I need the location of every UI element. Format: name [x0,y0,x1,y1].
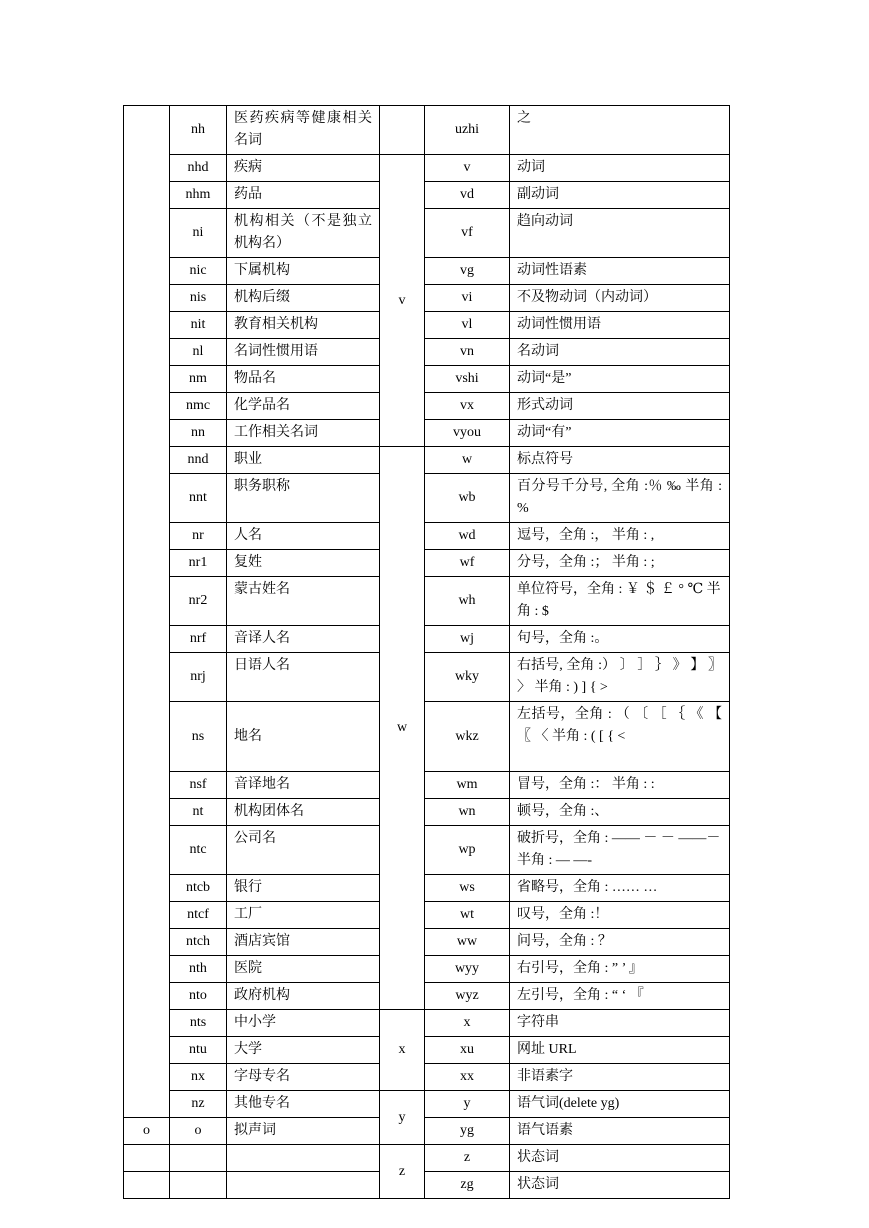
table-row [124,653,730,702]
tag-cell: wf [425,550,510,577]
tag-cell: nt [170,799,227,826]
tag-cell: vg [425,258,510,285]
tag-cell: nr2 [170,577,227,626]
description-cell: 日语人名 [227,653,380,702]
description-cell: 语气语素 [510,1118,730,1145]
tag-cell: ntcb [170,875,227,902]
table-row [124,1064,730,1091]
description-cell: 公司名 [227,826,380,875]
tag-cell: ws [425,875,510,902]
description-cell: 冒号，全角 :： 半角 : : [510,772,730,799]
tag-cell: nz [170,1091,227,1118]
table-row [124,550,730,577]
category-cell [124,1172,170,1199]
description-cell: 物品名 [227,366,380,393]
description-cell: 趋向动词 [510,209,730,258]
description-cell: 动词 [510,155,730,182]
description-cell: 名词性惯用语 [227,339,380,366]
table-row [124,258,730,285]
description-cell: 蒙古姓名 [227,577,380,626]
tag-cell: vshi [425,366,510,393]
table-row [124,523,730,550]
table-row [124,1172,730,1199]
tag-cell: nl [170,339,227,366]
group-cell: w [380,447,425,1010]
tag-cell: nx [170,1064,227,1091]
tag-cell: wkz [425,702,510,772]
tag-cell: nit [170,312,227,339]
tag-cell: nts [170,1010,227,1037]
description-cell: 拟声词 [227,1118,380,1145]
description-cell: 大学 [227,1037,380,1064]
description-cell: 机构团体名 [227,799,380,826]
tag-cell: nto [170,983,227,1010]
description-cell: 机构相关（不是独立机构名） [227,209,380,258]
tag-cell: yg [425,1118,510,1145]
table-row [124,956,730,983]
tag-cell: nh [170,106,227,155]
tag-cell: wj [425,626,510,653]
description-cell: 句号，全角 :。 [510,626,730,653]
table-row [124,393,730,420]
tag-cell: ntc [170,826,227,875]
tag-cell [170,1172,227,1199]
tag-cell: nnd [170,447,227,474]
table-row [124,1091,730,1118]
table-row [124,285,730,312]
description-cell: 单位符号，全角 : ￥ ＄ ￡ ° ℃ 半角 : $ [510,577,730,626]
description-cell: 形式动词 [510,393,730,420]
pos-tag-table [123,105,730,1199]
tag-cell: ntch [170,929,227,956]
tag-cell: wky [425,653,510,702]
description-cell: 地名 [227,702,380,772]
description-cell: 网址 URL [510,1037,730,1064]
tag-cell: nrf [170,626,227,653]
tag-cell: wt [425,902,510,929]
table-row [124,474,730,523]
group-cell: y [380,1091,425,1145]
description-cell: 酒店宾馆 [227,929,380,956]
tag-cell: nhm [170,182,227,209]
description-cell: 顿号，全角 :、 [510,799,730,826]
description-cell: 语气词(delete yg) [510,1091,730,1118]
tag-cell: nic [170,258,227,285]
description-cell: 工厂 [227,902,380,929]
description-cell: 其他专名 [227,1091,380,1118]
description-cell: 状态词 [510,1172,730,1199]
tag-cell: vn [425,339,510,366]
tag-cell: nth [170,956,227,983]
tag-cell: nr1 [170,550,227,577]
tag-cell: nr [170,523,227,550]
category-cell [124,106,170,1118]
tag-cell: vl [425,312,510,339]
tag-cell: wb [425,474,510,523]
description-cell: 动词性语素 [510,258,730,285]
description-cell: 省略号，全角 : …… … [510,875,730,902]
category-cell [124,1145,170,1172]
tag-cell: vyou [425,420,510,447]
table-row [124,902,730,929]
description-cell: 分号，全角 :； 半角 : ; [510,550,730,577]
tag-cell: zg [425,1172,510,1199]
tag-cell: wp [425,826,510,875]
table-row [124,626,730,653]
description-cell: 之 [510,106,730,155]
description-cell [227,1172,380,1199]
description-cell: 职业 [227,447,380,474]
tag-cell: ww [425,929,510,956]
tag-cell: nn [170,420,227,447]
description-cell: 音译人名 [227,626,380,653]
tag-cell: o [170,1118,227,1145]
description-cell: 名动词 [510,339,730,366]
table-row [124,182,730,209]
table-row [124,312,730,339]
tag-cell: nis [170,285,227,312]
description-cell: 叹号，全角 :！ [510,902,730,929]
table-row [124,702,730,772]
description-cell: 破折号，全角 : —— － － ——－ 半角 : — —- [510,826,730,875]
description-cell: 动词“有” [510,420,730,447]
table-row [124,799,730,826]
tag-cell: nnt [170,474,227,523]
description-cell: 医药疾病等健康相关名词 [227,106,380,155]
description-cell: 机构后缀 [227,285,380,312]
category-cell: o [124,1118,170,1145]
description-cell: 银行 [227,875,380,902]
tag-cell: nmc [170,393,227,420]
description-cell: 左括号，全角 : （ 〔 ［ ｛ 《 【 〖 〈 半角 : ( [ { < [510,702,730,772]
description-cell: 职务职称 [227,474,380,523]
description-cell: 音译地名 [227,772,380,799]
table-row [124,577,730,626]
tag-cell: vf [425,209,510,258]
tag-cell: nm [170,366,227,393]
tag-cell: nsf [170,772,227,799]
description-cell: 政府机构 [227,983,380,1010]
tag-cell: w [425,447,510,474]
group-cell: z [380,1145,425,1199]
tag-cell: wn [425,799,510,826]
tag-cell: nhd [170,155,227,182]
description-cell: 副动词 [510,182,730,209]
table-row [124,929,730,956]
table-row [124,1037,730,1064]
tag-cell: ni [170,209,227,258]
tag-cell: wyz [425,983,510,1010]
group-cell: v [380,155,425,447]
table-row [124,875,730,902]
tag-cell: ntu [170,1037,227,1064]
description-cell: 药品 [227,182,380,209]
table-row [124,366,730,393]
tag-cell: wh [425,577,510,626]
description-cell: 左引号，全角 : “ ‘ 『 [510,983,730,1010]
tag-cell: uzhi [425,106,510,155]
description-cell: 复姓 [227,550,380,577]
description-cell: 工作相关名词 [227,420,380,447]
table-row [124,155,730,182]
description-cell: 字符串 [510,1010,730,1037]
description-cell: 不及物动词（内动词） [510,285,730,312]
description-cell: 问号，全角 : ？ [510,929,730,956]
description-cell: 状态词 [510,1145,730,1172]
tag-cell: vi [425,285,510,312]
tag-cell: xu [425,1037,510,1064]
table-row [124,826,730,875]
description-cell: 逗号，全角 :， 半角 : , [510,523,730,550]
table-row [124,339,730,366]
tag-cell: vx [425,393,510,420]
table-row [124,772,730,799]
tag-cell: xx [425,1064,510,1091]
description-cell: 非语素字 [510,1064,730,1091]
description-cell: 下属机构 [227,258,380,285]
description-cell: 百分号千分号, 全角 :％ ‰ 半角 : % [510,474,730,523]
description-cell: 化学品名 [227,393,380,420]
table-row [124,983,730,1010]
tag-cell: x [425,1010,510,1037]
tag-cell: ns [170,702,227,772]
tag-cell: ntcf [170,902,227,929]
group-cell [380,106,425,155]
description-cell: 中小学 [227,1010,380,1037]
description-cell: 教育相关机构 [227,312,380,339]
tag-cell: wyy [425,956,510,983]
group-cell: x [380,1010,425,1091]
table-row [124,106,730,155]
description-cell: 标点符号 [510,447,730,474]
table-row [124,209,730,258]
tag-cell [170,1145,227,1172]
description-cell: 动词“是” [510,366,730,393]
tag-cell: wm [425,772,510,799]
tag-cell: vd [425,182,510,209]
description-cell: 疾病 [227,155,380,182]
tag-cell: y [425,1091,510,1118]
table-row [124,1010,730,1037]
description-cell [227,1145,380,1172]
tag-cell: wd [425,523,510,550]
description-cell: 字母专名 [227,1064,380,1091]
table-row [124,420,730,447]
description-cell: 医院 [227,956,380,983]
tag-cell: nrj [170,653,227,702]
description-cell: 右括号, 全角 :） 〕 ］ ｝ 》 】 〗 〉 半角 : ) ] { > [510,653,730,702]
description-cell: 人名 [227,523,380,550]
tag-cell: v [425,155,510,182]
table-row [124,447,730,474]
table-row [124,1145,730,1172]
tag-cell: z [425,1145,510,1172]
description-cell: 右引号，全角 : ” ’ 』 [510,956,730,983]
table-row [124,1118,730,1145]
description-cell: 动词性惯用语 [510,312,730,339]
